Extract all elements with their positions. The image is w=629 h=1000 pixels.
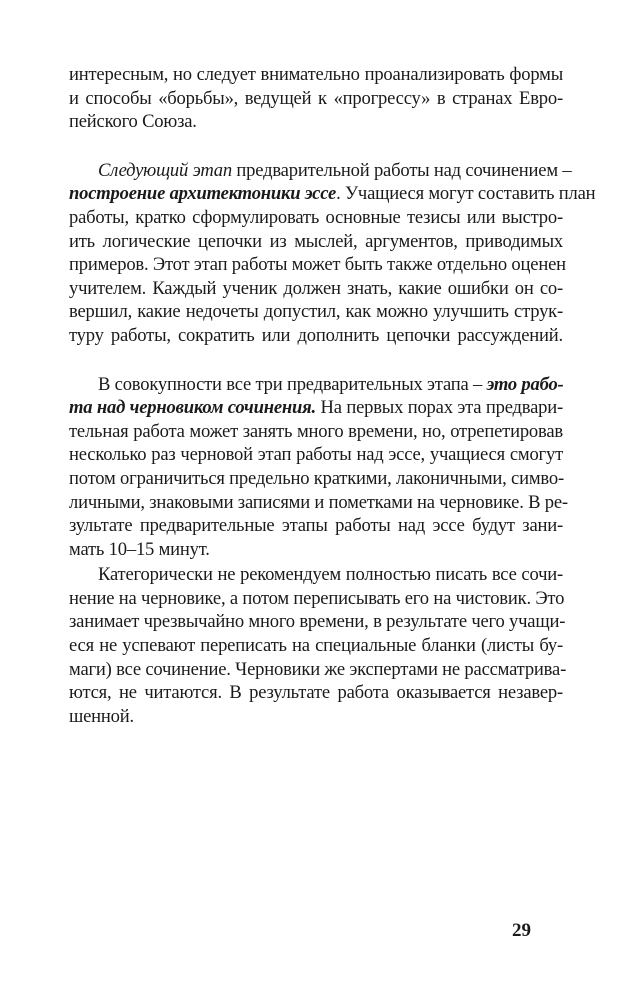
text-line: Категорически не рекомендуем полностью писать все сочи- xyxy=(98,564,563,586)
bold-italic-term: построение архитектоники эссе xyxy=(69,183,337,205)
text-line: пейского Союза. xyxy=(69,111,197,133)
text-line: примеров. Этот этап работы может быть также отдельно оценен xyxy=(69,254,566,276)
text-run: . Учащиеся могут составить план xyxy=(336,183,596,205)
paragraph-4 xyxy=(69,563,567,728)
paragraph-1 xyxy=(69,63,563,134)
text-line: личными, знаковыми записями и пометками на черновике. В ре- xyxy=(69,491,568,513)
text-line xyxy=(69,159,572,183)
text-line xyxy=(69,396,563,420)
text-line xyxy=(69,182,596,206)
text-line: учителем. Каждый ученик должен знать, какие ошибки он со- xyxy=(69,277,563,299)
paragraph-spacer xyxy=(69,348,563,373)
text-line: тельная работа может занять много времени, но, отрепетировав xyxy=(69,420,563,442)
paragraph-3 xyxy=(69,373,568,562)
text-line: вершил, какие недочеты допустил, как можно улучшить струк- xyxy=(69,301,563,323)
paragraph-spacer xyxy=(69,134,563,159)
text-run: предварительной работы над сочинением – xyxy=(231,159,572,181)
text-line: мать 10–15 минут. xyxy=(69,538,210,560)
text-line: шенной. xyxy=(69,705,134,727)
paragraph-2 xyxy=(69,159,596,348)
text-run: В совокупности все три предварительных этапа – xyxy=(98,373,487,395)
italic-term: Следующий этап xyxy=(98,159,232,181)
text-line: несколько раз черновой этап работы над эссе, учащиеся смогут xyxy=(69,444,563,466)
page-body xyxy=(69,63,596,728)
text-line: зультате предварительные этапы работы над эссе будут зани- xyxy=(69,515,563,537)
text-line: еся не успевают переписать на специальные бланки (листы бу- xyxy=(69,635,563,657)
text-line: занимает чрезвычайно много времени, в результате чего учащи- xyxy=(69,611,566,633)
text-line: ить логические цепочки из мыслей, аргументов, приводимых xyxy=(69,230,563,252)
text-run: На первых порах эта предвари- xyxy=(315,397,563,419)
text-line: нение на черновике, а потом переписывать его на чистовик. Это xyxy=(69,587,565,609)
text-line xyxy=(69,373,563,397)
text-line: работы, кратко сформулировать основные тезисы или выстро- xyxy=(69,206,563,228)
bold-italic-term: та над черновиком сочинения. xyxy=(69,397,316,419)
text-line: потом ограничиться предельно краткими, лаконичными, симво- xyxy=(69,467,564,489)
bold-italic-term: это рабо- xyxy=(486,373,564,395)
text-line: и способы «борьбы», ведущей к «прогрессу» в странах Евро- xyxy=(69,87,563,109)
text-line: ются, не читаются. В результате работа оказывается незавер- xyxy=(69,682,563,704)
page-number: 29 xyxy=(512,920,531,941)
text-line: маги) все сочинение. Черновики же экспертами не рассматрива- xyxy=(69,658,567,680)
text-line: туру работы, сократить или дополнить цепочки рассуждений. xyxy=(69,324,563,346)
text-line: интересным, но следует внимательно проанализировать формы xyxy=(69,64,563,85)
